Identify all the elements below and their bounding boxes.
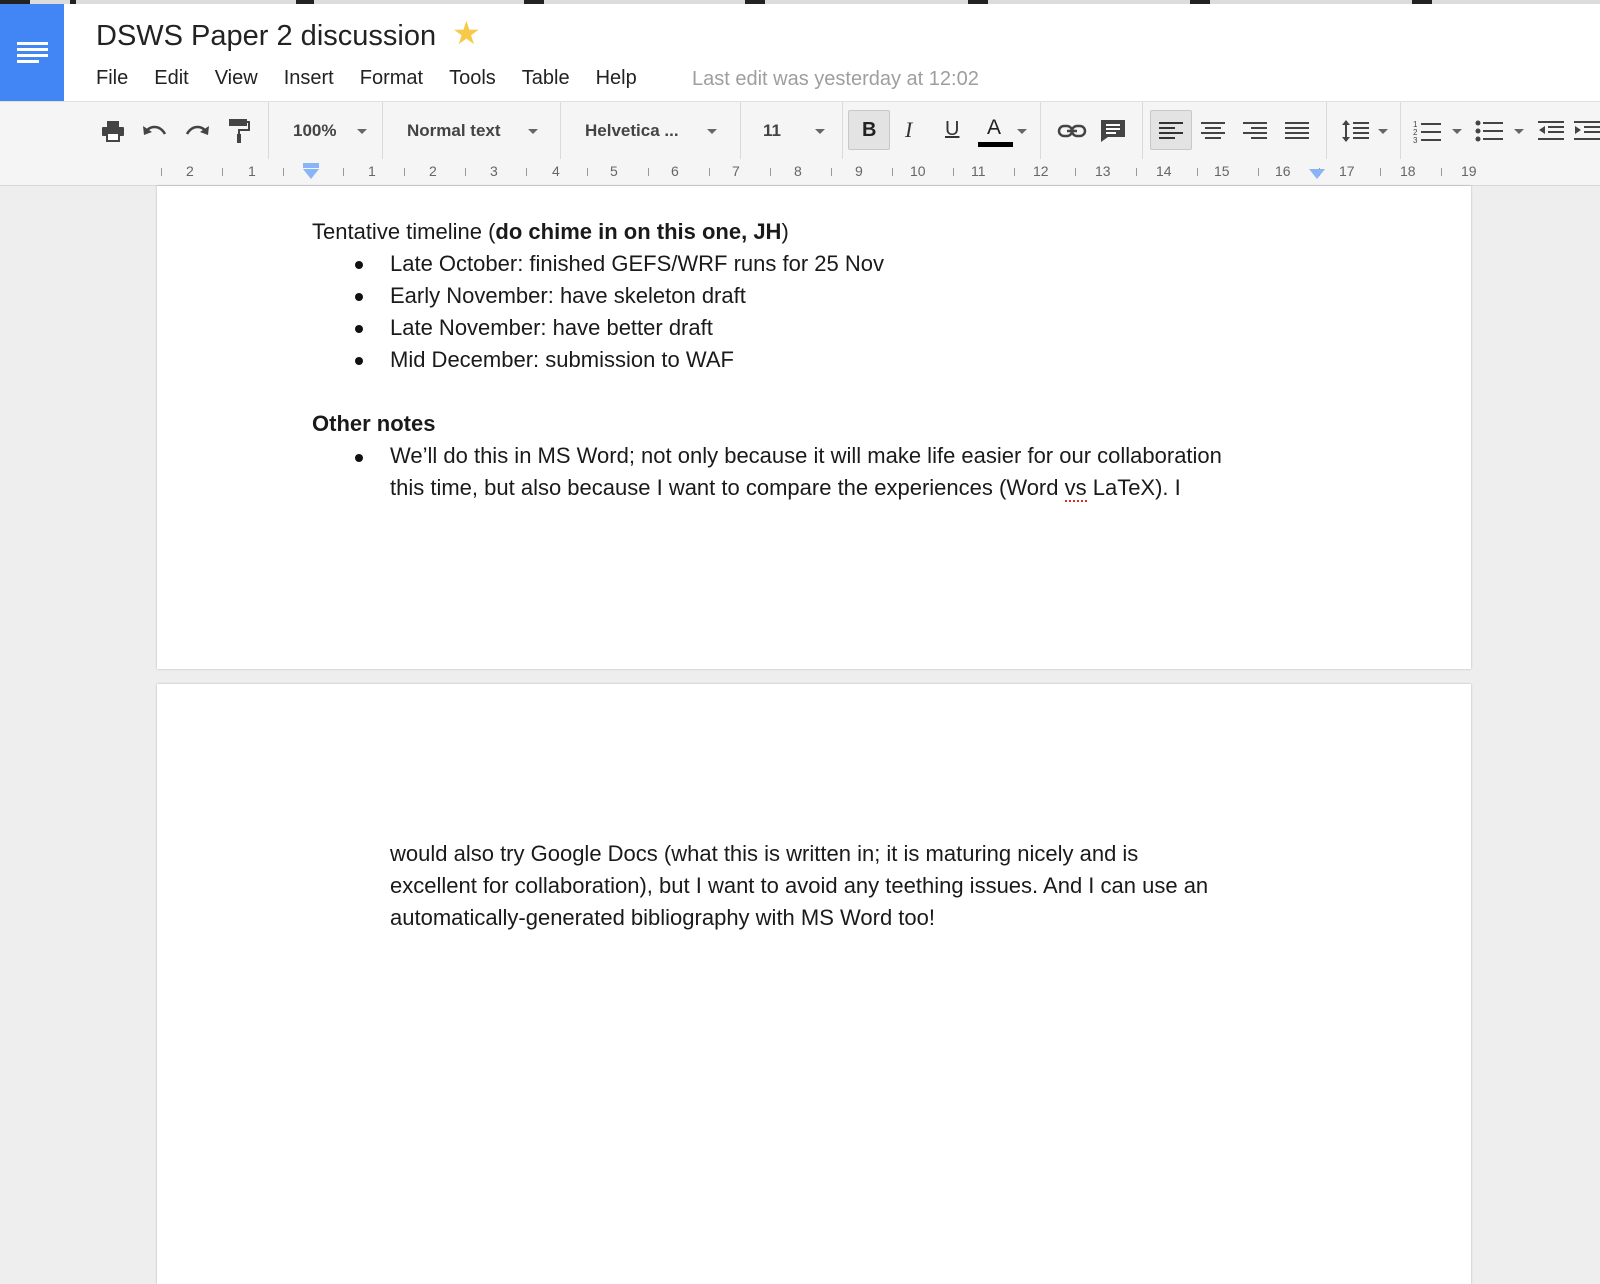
ruler-label: 2 [429,163,437,179]
ruler-label: 3 [490,163,498,179]
note-line[interactable]: We’ll do this in MS Word; not only because it will make life easier for our collaboration [390,443,1222,468]
decrease-indent-icon[interactable] [1534,102,1568,160]
bullet-icon [355,357,363,365]
ruler-label: 2 [186,163,194,179]
bulleted-list-caret-icon[interactable] [1514,129,1524,134]
menu-insert[interactable]: Insert [283,67,334,89]
ruler-label: 14 [1156,163,1172,179]
ruler-label: 11 [971,163,986,179]
text-color-swatch [978,142,1013,147]
undo-icon[interactable] [138,102,172,160]
ruler-label: 1 [248,163,256,179]
svg-text:2: 2 [1413,128,1418,137]
menu-help[interactable]: Help [595,67,637,89]
font-size-select[interactable]: 11 [763,121,781,140]
toolbar [0,101,1600,161]
docs-logo-icon[interactable] [0,4,64,101]
menu-table[interactable]: Table [521,67,570,89]
ruler-label: 12 [1033,163,1049,179]
other-notes-heading[interactable]: Other notes [312,411,436,436]
left-indent-marker[interactable] [303,169,319,179]
underline-button[interactable]: U [945,118,960,140]
italic-button[interactable]: I [905,117,913,142]
right-indent-marker[interactable] [1309,169,1325,179]
ruler-label: 7 [732,163,740,179]
bullet-icon [355,293,363,301]
note-line[interactable]: excellent for collaboration), but I want to avoid any teething issues. And I can use an [390,873,1209,898]
ruler[interactable] [0,159,1600,186]
menu-format[interactable]: Format [359,67,424,89]
bullet-icon [355,261,363,269]
ruler-label: 18 [1400,163,1416,179]
ruler-label: 10 [910,163,926,179]
bullet-icon [355,325,363,333]
ruler-label: 5 [610,163,618,179]
ruler-label: 9 [855,163,863,179]
print-icon[interactable] [96,102,130,160]
ruler-label: 17 [1339,163,1355,179]
numbered-list-caret-icon[interactable] [1452,129,1462,134]
last-edit-status[interactable]: Last edit was yesterday at 12:02 [692,68,979,90]
font-caret-icon[interactable] [707,129,717,134]
bullet-icon [355,454,363,462]
zoom-select[interactable]: 100% [293,121,337,140]
paint-format-icon[interactable] [222,102,256,160]
justify-icon[interactable] [1282,102,1312,160]
ruler-label: 13 [1095,163,1111,179]
document-page-2[interactable] [157,684,1471,1284]
line-spacing-caret-icon[interactable] [1378,129,1388,134]
menu-bar [96,67,663,90]
text-color-button[interactable]: A [987,116,1002,139]
list-item[interactable]: Late November: have better draft [390,315,713,340]
align-right-icon[interactable] [1240,102,1270,160]
ruler-label: 1 [368,163,376,179]
svg-text:1: 1 [1413,120,1418,129]
ruler-label: 15 [1214,163,1230,179]
font-select[interactable]: Helvetica ... [585,121,679,140]
numbered-list-icon[interactable] [1410,102,1444,160]
app-header [0,4,1600,101]
text-color-caret-icon[interactable] [1017,129,1027,134]
note-line[interactable]: automatically-generated bibliography with MS Word too! [390,905,935,930]
svg-text:3: 3 [1413,136,1418,143]
ruler-label: 19 [1461,163,1477,179]
line-spacing-icon[interactable] [1338,102,1372,160]
link-icon[interactable] [1054,102,1090,160]
ruler-label: 6 [671,163,679,179]
spelling-flag[interactable]: vs [1064,475,1087,500]
comment-icon[interactable] [1096,102,1130,160]
redo-icon[interactable] [180,102,214,160]
zoom-caret-icon[interactable] [357,129,367,134]
first-line-indent-marker[interactable] [303,163,319,168]
list-item[interactable]: Early November: have skeleton draft [390,283,746,308]
ruler-label: 4 [552,163,560,179]
menu-file[interactable]: File [96,67,129,89]
menu-view[interactable]: View [214,67,258,89]
timeline-heading[interactable]: Tentative timeline (do chime in on this one, JH) [312,219,789,244]
align-left-icon[interactable] [1156,102,1186,160]
menu-tools[interactable]: Tools [449,67,496,89]
list-item[interactable]: Late October: finished GEFS/WRF runs for 25 Nov [390,251,884,276]
document-title[interactable]: DSWS Paper 2 discussion [96,20,437,52]
font-size-caret-icon[interactable] [815,129,825,134]
ruler-label: 8 [794,163,802,179]
star-icon[interactable]: ★ [452,15,481,51]
style-caret-icon[interactable] [528,129,538,134]
menu-edit[interactable]: Edit [154,67,189,89]
style-select[interactable]: Normal text [407,121,501,140]
ruler-label: 16 [1275,163,1291,179]
bold-button[interactable]: B [862,119,877,141]
bulleted-list-icon[interactable] [1472,102,1506,160]
align-center-icon[interactable] [1198,102,1228,160]
note-line[interactable]: would also try Google Docs (what this is written in; it is maturing nicely and is [390,841,1139,866]
list-item[interactable]: Mid December: submission to WAF [390,347,734,372]
increase-indent-icon[interactable] [1574,102,1600,160]
note-line[interactable]: this time, but also because I want to compare the experiences (Word vs LaTeX). I [390,475,1181,500]
